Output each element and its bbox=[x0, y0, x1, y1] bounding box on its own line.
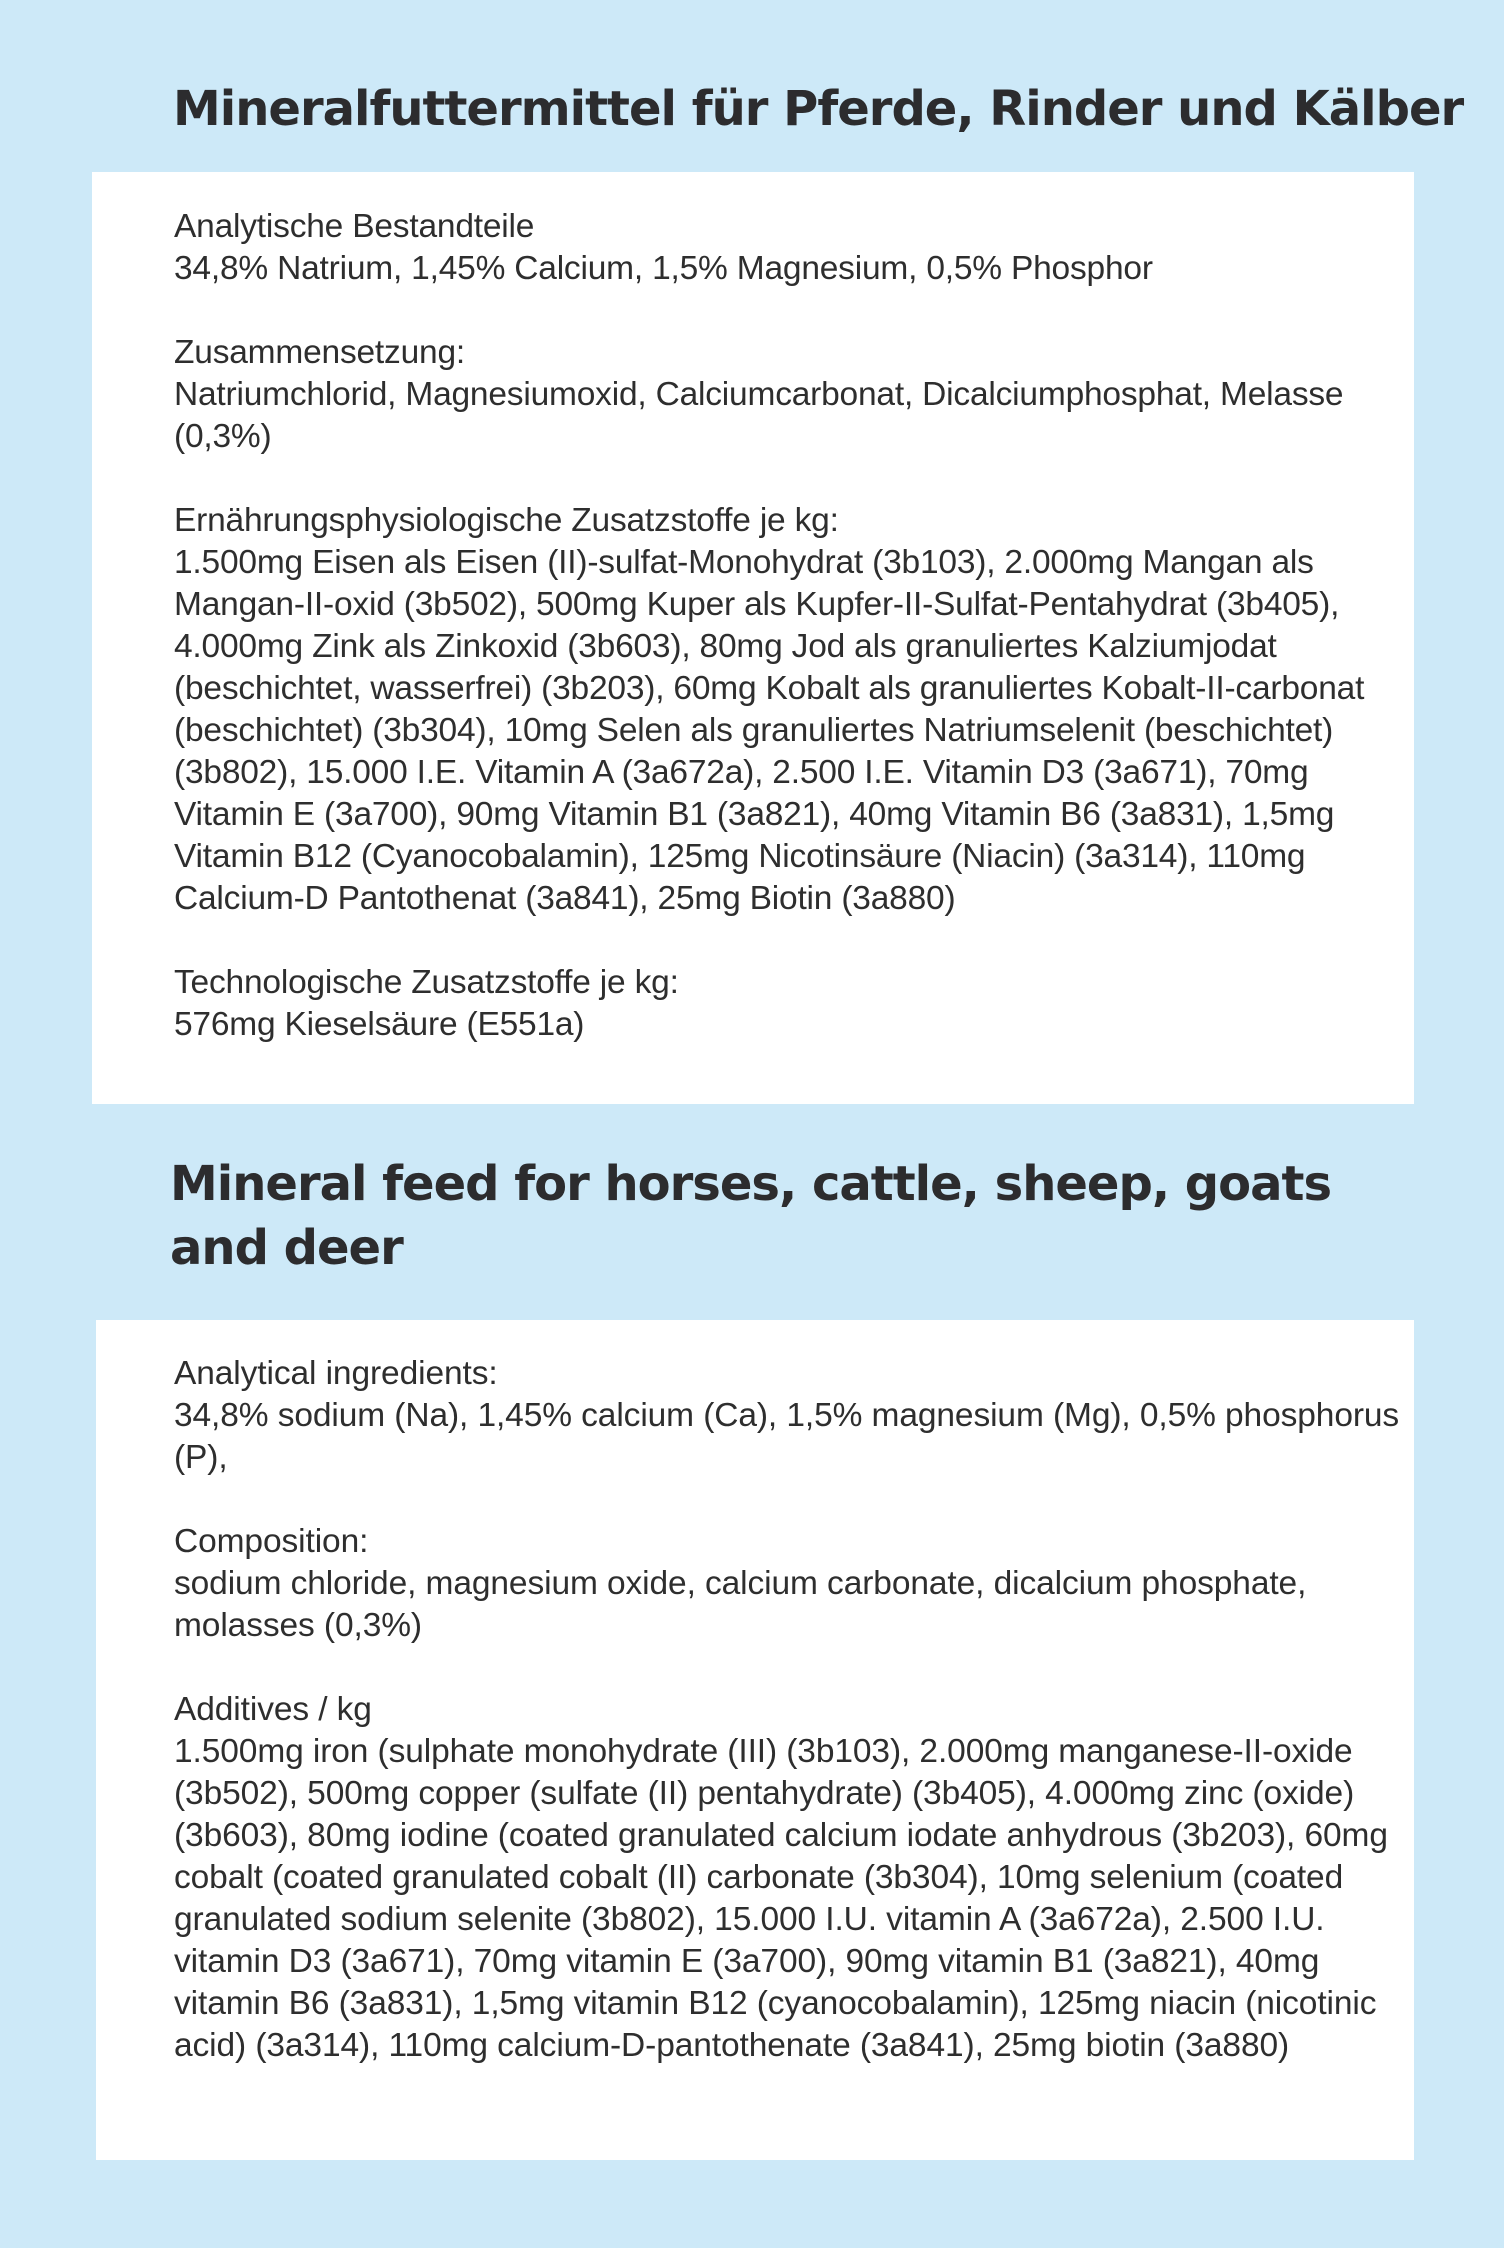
german-ingredients-panel bbox=[92, 172, 1414, 1104]
section-heading: Analytical ingredients: bbox=[174, 1355, 498, 1392]
section-heading: Composition: bbox=[174, 1523, 369, 1560]
analytical-ingredients-section bbox=[174, 1353, 1414, 1479]
section-body: 1.500mg Eisen als Eisen (II)-sulfat-Monohydrat (3b103), 2.000mg Mangan als Mangan-II-oxid (3b502), 500mg Kuper als Kupfer-II-Sulfat-Pentahydrat (3b405), 4.000mg Zink als Zinkoxid (3b603), 80mg Jod als granuliertes Kalziumjodat (beschichtet, wasserfrei) (3b203), 60mg Kobalt als granuliertes Kobalt-II-carbonat (beschichtet) (3b304), 10mg Selen als granuliertes Natriumselenit (beschichtet) (3b802), 15.000 I.E. Vitamin A (3a672a), 2.500 I.E. Vitamin D3 (3a671), 70mg Vitamin E (3a700), 90mg Vitamin B1 (3a821), 40mg Vitamin B6 (3a831), 1,5mg Vitamin B12 (Cyanocobalamin), 125mg Nicotinsäure (Niacin) (3a314), 110mg Calcium-D Pantothenat (3a841), 25mg Biotin (3a880) bbox=[174, 544, 1365, 917]
nutritional-additives-section bbox=[174, 500, 1414, 920]
section-body: 34,8% Natrium, 1,45% Calcium, 1,5% Magnesium, 0,5% Phosphor bbox=[174, 250, 1153, 287]
section-body: 576mg Kieselsäure (E551a) bbox=[174, 1006, 585, 1043]
technological-additives-section bbox=[174, 962, 1414, 1046]
section-body: 34,8% sodium (Na), 1,45% calcium (Ca), 1,5% magnesium (Mg), 0,5% phosphorus (P), bbox=[174, 1397, 1400, 1476]
analytical-constituents-section bbox=[174, 206, 1414, 290]
english-title: Mineral feed for horses, cattle, sheep, goats and deer bbox=[170, 1156, 1332, 1276]
section-heading: Additives / kg bbox=[174, 1691, 372, 1728]
section-body: Natriumchlorid, Magnesiumoxid, Calciumcarbonat, Dicalciumphosphat, Melasse (0,3%) bbox=[174, 376, 1344, 455]
composition-section bbox=[174, 332, 1414, 458]
section-heading: Zusammensetzung: bbox=[174, 334, 465, 371]
english-ingredients-panel bbox=[96, 1320, 1414, 2160]
additives-section bbox=[174, 1689, 1414, 2067]
section-heading: Technologische Zusatzstoffe je kg: bbox=[174, 964, 679, 1001]
composition-section bbox=[174, 1521, 1414, 1647]
german-title: Mineralfuttermittel für Pferde, Rinder und Kälber bbox=[173, 81, 1464, 137]
section-body: sodium chloride, magnesium oxide, calcium carbonate, dicalcium phosphate, molasses (0,3%) bbox=[174, 1565, 1307, 1644]
section-body: 1.500mg iron (sulphate monohydrate (III) (3b103), 2.000mg manganese-II-oxide (3b502), 500mg copper (sulfate (II) pentahydrate) (3b405), 4.000mg zinc (oxide) (3b603), 80mg iodine (coated granulated calcium iodate anhydrous (3b203), 60mg cobalt (coated granulated cobalt (II) carbonate (3b304), 10mg selenium (coated granulated sodium selenite (3b802), 15.000 I.U. vitamin A (3a672a), 2.500 I.U. vitamin D3 (3a671), 70mg vitamin E (3a700), 90mg vitamin B1 (3a821), 40mg vitamin B6 (3a831), 1,5mg vitamin B12 (cyanocobalamin), 125mg niacin (nicotinic acid) (3a314), 110mg calcium-D-pantothenate (3a841), 25mg biotin (3a880) bbox=[174, 1733, 1388, 2064]
section-heading: Ernährungsphysiologische Zusatzstoffe je kg: bbox=[174, 502, 839, 539]
section-heading: Analytische Bestandteile bbox=[174, 208, 535, 245]
